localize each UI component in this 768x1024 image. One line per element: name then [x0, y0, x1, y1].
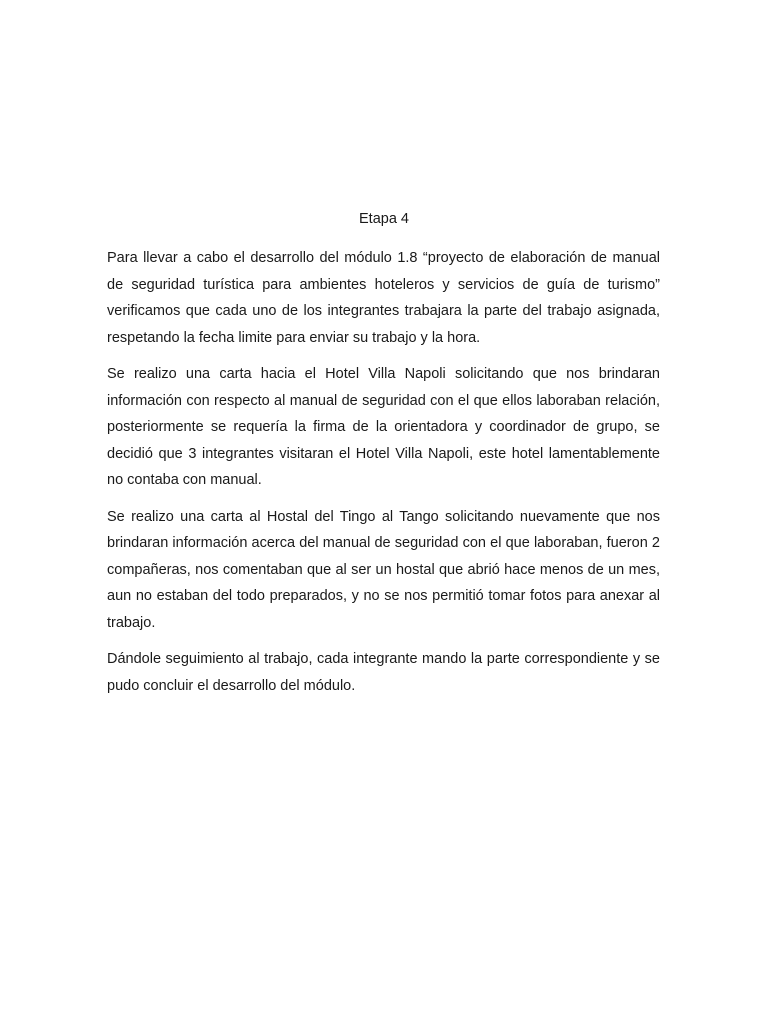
- page-heading: Etapa 4: [359, 211, 409, 227]
- paragraph-1: Para llevar a cabo el desarrollo del módulo 1.8 “proyecto de elaboración de manual de seguridad turística para ambientes hoteleros y servicios de guía de turismo” verificamos que cada uno de los integrantes trabajara la parte del trabajo asignada, respetando la fecha limite para enviar su trabajo y la hora.: [107, 250, 660, 346]
- paragraph-2: Se realizo una carta hacia el Hotel Villa Napoli solicitando que nos brindaran información con respecto al manual de seguridad con el que ellos laboraban relación, posteriormente se requería la firma de la orientadora y coordinador de grupo, se decidió que 3 integrantes visitaran el Hotel Villa Napoli, este hotel lamentablemente no contaba con manual.: [107, 366, 660, 488]
- paragraph-3: Se realizo una carta al Hostal del Tingo al Tango solicitando nuevamente que nos brindaran información acerca del manual de seguridad con el que laboraban, fueron 2 compañeras, nos comentaban que al ser un hostal que abrió hace menos de un mes, aun no estaban del todo preparados, y no se nos permitió tomar fotos para anexar al trabajo.: [107, 508, 660, 631]
- document-body: [107, 245, 660, 709]
- paragraph-4: Dándole seguimiento al trabajo, cada integrante mando la parte correspondiente y se pudo concluir el desarrollo del módulo.: [107, 651, 660, 694]
